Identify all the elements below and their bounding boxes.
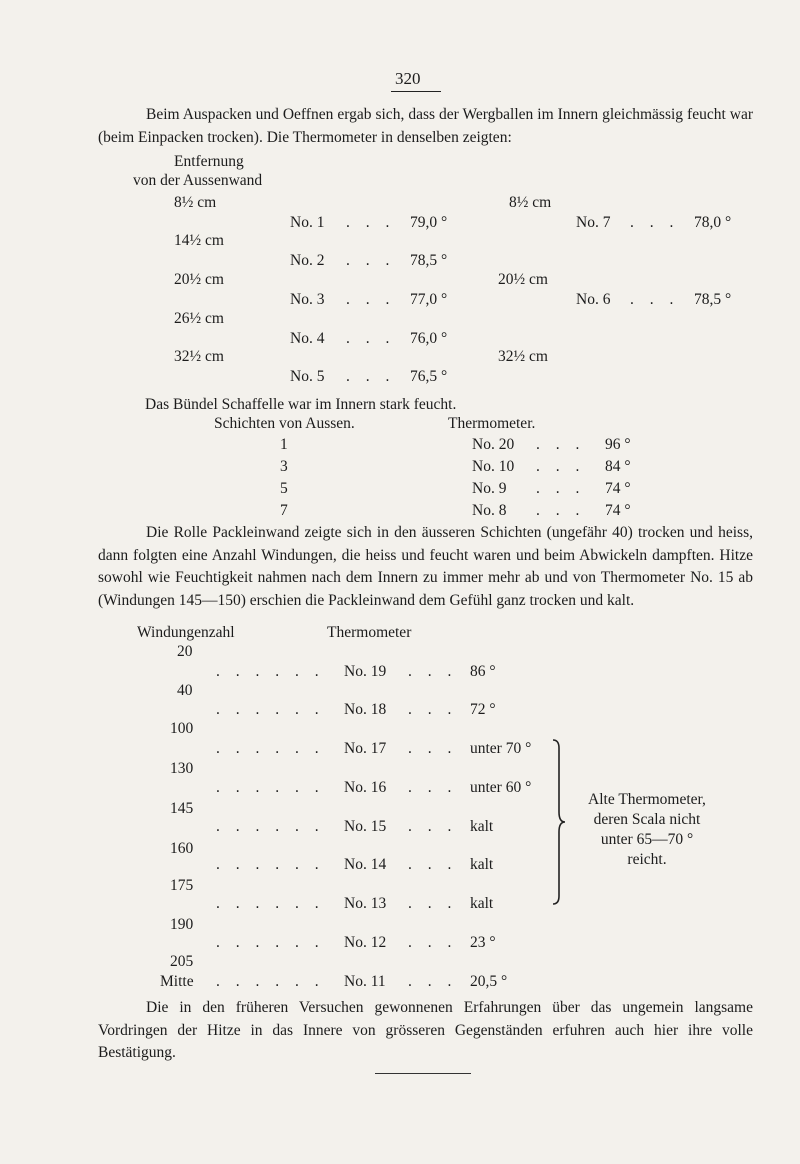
table2-value-1: 96 °: [605, 436, 631, 453]
winding-5: 145: [170, 800, 194, 817]
bottom-rule: [375, 1073, 471, 1074]
table3-sdots-5: . . .: [408, 818, 458, 835]
table1-header-line1: Entfernung: [174, 153, 244, 170]
winding-4: 130: [170, 760, 194, 777]
note-line-3: unter 65—70 °: [600, 831, 694, 848]
left-thermo-value-2: 78,5 °: [410, 252, 448, 269]
table2-no-2: No. 10: [472, 458, 515, 475]
table3-header-thermo: Thermometer: [327, 624, 412, 641]
table2-no-3: No. 9: [472, 480, 507, 497]
table3-sdots-1: . . .: [408, 663, 458, 680]
table2-no-1: No. 20: [472, 436, 515, 453]
left-distance-3: 20½ cm: [174, 271, 224, 288]
right-thermo-no-1: No. 7: [576, 214, 611, 231]
bundle-sentence: Das Bündel Schaffelle war im Innern stark feucht.: [145, 396, 457, 413]
old-thermometer-note: [572, 790, 722, 870]
table2-header-layers: Schichten von Aussen.: [214, 415, 355, 432]
table3-no-5: No. 15: [344, 818, 387, 835]
table2-layer-4: 7: [280, 502, 288, 519]
left-thermo-dots-3: . . .: [346, 291, 396, 308]
table2-dots-2: . . .: [536, 458, 586, 475]
table3-dots-8: . . . . . .: [216, 934, 325, 951]
table3-sdots-7: . . .: [408, 895, 458, 912]
table2-value-4: 74 °: [605, 502, 631, 519]
winding-7: 175: [170, 877, 194, 894]
left-thermo-no-2: No. 2: [290, 252, 325, 269]
page-number: 320: [395, 69, 421, 88]
right-distance-1: 8½ cm: [509, 194, 552, 211]
table3-no-9: No. 11: [344, 973, 386, 990]
left-thermo-value-4: 76,0 °: [410, 330, 448, 347]
left-thermo-dots-2: . . .: [346, 252, 396, 269]
left-distance-4: 26½ cm: [174, 310, 224, 327]
table1-header-line2: von der Aussenwand: [133, 172, 263, 189]
left-thermo-dots-1: . . .: [346, 214, 396, 231]
table2-dots-4: . . .: [536, 502, 586, 519]
table3-dots-7: . . . . . .: [216, 895, 325, 912]
winding-1: 20: [177, 643, 193, 660]
winding-8: 190: [170, 916, 194, 933]
winding-10: Mitte: [160, 973, 194, 990]
right-thermo-dots-1: . . .: [630, 214, 680, 231]
left-thermo-no-1: No. 1: [290, 214, 325, 231]
table3-value-3: unter 70 °: [470, 740, 532, 757]
table2-dots-3: . . .: [536, 480, 586, 497]
closing-paragraph: Die in den früheren Versuchen gewonnenen Erfahrungen über das ungemein langsame Vordringen der Hitze in das Innere von grösseren Gegenständen erfuhren auch hier ihre volle Bestätigung.: [98, 999, 753, 1061]
right-thermo-value-2: 78,5 °: [694, 291, 732, 308]
table3-dots-3: . . . . . .: [216, 740, 325, 757]
right-thermo-no-2: No. 6: [576, 291, 611, 308]
page-number-rule: [391, 91, 441, 92]
grouping-brace: [550, 738, 568, 906]
table3-no-4: No. 16: [344, 779, 387, 796]
table3-dots-1: . . . . . .: [216, 663, 325, 680]
intro-paragraph: Beim Auspacken und Oeffnen ergab sich, dass der Wergballen im Innern gleichmässig feucht war (beim Einpacken trocken). Die Thermometer in denselben zeigten:: [98, 106, 753, 146]
table2-header-thermo: Thermometer.: [448, 415, 536, 432]
table2-no-4: No. 8: [472, 502, 507, 519]
left-thermo-dots-5: . . .: [346, 368, 396, 385]
note-line-2: deren Scala nicht: [593, 811, 701, 828]
table2-layer-2: 3: [280, 458, 288, 475]
right-distance-3: 32½ cm: [498, 348, 548, 365]
left-thermo-value-3: 77,0 °: [410, 291, 448, 308]
left-distance-5: 32½ cm: [174, 348, 224, 365]
table2-dots-1: . . .: [536, 436, 586, 453]
table3-dots-4: . . . . . .: [216, 779, 325, 796]
table3-no-3: No. 17: [344, 740, 387, 757]
table3-value-8: 23 °: [470, 934, 496, 951]
left-distance-2: 14½ cm: [174, 232, 224, 249]
table3-value-7: kalt: [470, 895, 494, 912]
left-thermo-no-4: No. 4: [290, 330, 325, 347]
table3-no-7: No. 13: [344, 895, 387, 912]
table2-layer-1: 1: [280, 436, 288, 453]
note-line-4: reicht.: [627, 851, 667, 868]
table3-value-2: 72 °: [470, 701, 496, 718]
table3-sdots-9: . . .: [408, 973, 458, 990]
table3-dots-9: . . . . . .: [216, 973, 325, 990]
table3-no-6: No. 14: [344, 856, 387, 873]
table2-layer-3: 5: [280, 480, 288, 497]
table3-value-9: 20,5 °: [470, 973, 508, 990]
table3-value-6: kalt: [470, 856, 494, 873]
table3-sdots-8: . . .: [408, 934, 458, 951]
winding-3: 100: [170, 720, 194, 737]
right-thermo-dots-2: . . .: [630, 291, 680, 308]
table3-dots-6: . . . . . .: [216, 856, 325, 873]
winding-2: 40: [177, 682, 193, 699]
table2-value-2: 84 °: [605, 458, 631, 475]
left-thermo-no-3: No. 3: [290, 291, 325, 308]
table3-sdots-6: . . .: [408, 856, 458, 873]
winding-9: 205: [170, 953, 194, 970]
note-line-1: Alte Thermometer,: [588, 791, 706, 808]
table3-value-1: 86 °: [470, 663, 496, 680]
left-thermo-no-5: No. 5: [290, 368, 325, 385]
table3-dots-5: . . . . . .: [216, 818, 325, 835]
left-thermo-dots-4: . . .: [346, 330, 396, 347]
roll-paragraph: Die Rolle Packleinwand zeigte sich in den äusseren Schichten (ungefähr 40) trocken und heiss, dann folgten eine Anzahl Windungen, die heiss und feucht waren und beim Abwickeln dampften. Hitze sowohl wie Feuchtigkeit nahmen nach dem Innern zu immer mehr ab und von Thermometer No. 15 ab (Windungen 145—150) erschien die Packleinwand dem Gefühl ganz trocken und kalt.: [98, 524, 753, 609]
table3-no-2: No. 18: [344, 701, 387, 718]
table3-dots-2: . . . . . .: [216, 701, 325, 718]
table3-no-8: No. 12: [344, 934, 387, 951]
table3-sdots-3: . . .: [408, 740, 458, 757]
table2-value-3: 74 °: [605, 480, 631, 497]
table3-no-1: No. 19: [344, 663, 387, 680]
table3-header-windings: Windungenzahl: [137, 624, 235, 641]
table3-value-4: unter 60 °: [470, 779, 532, 796]
winding-6: 160: [170, 840, 194, 857]
table3-sdots-2: . . .: [408, 701, 458, 718]
right-distance-2: 20½ cm: [498, 271, 548, 288]
left-thermo-value-1: 79,0 °: [410, 214, 448, 231]
left-thermo-value-5: 76,5 °: [410, 368, 448, 385]
table3-value-5: kalt: [470, 818, 494, 835]
table3-sdots-4: . . .: [408, 779, 458, 796]
left-distance-1: 8½ cm: [174, 194, 217, 211]
right-thermo-value-1: 78,0 °: [694, 214, 732, 231]
